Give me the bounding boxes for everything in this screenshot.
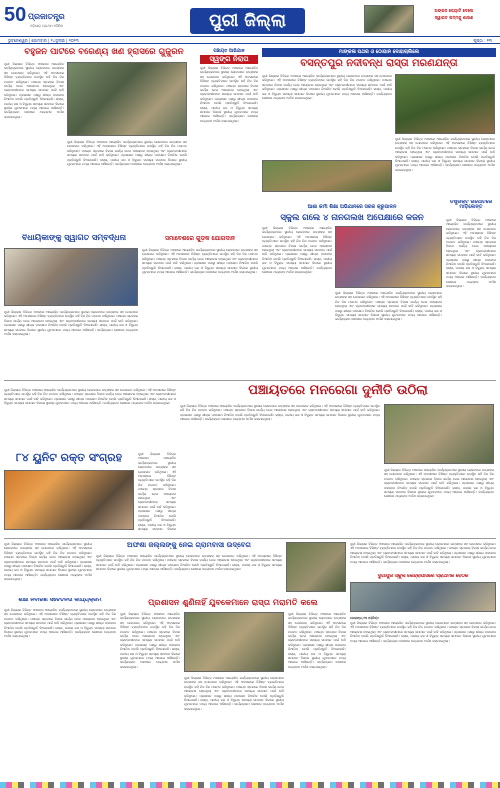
masthead xyxy=(0,0,500,40)
masthead-tagline: ଓଡ଼ିଶାର ପ୍ରଥମ ଦୈନିକ xyxy=(30,24,63,28)
story-4-text xyxy=(262,226,332,376)
story-7-headline: ସମାବେଶରେ ଗୁଡ଼ିକ ଯୋଗଦାନ xyxy=(164,236,235,242)
story-3-paragraph: ପୁରୀ ଜିଲ୍ଲାର ବିଭିନ୍ନ ଅଞ୍ଚଳରେ ଆୟୋଜିତ କାର୍ଯ୍ୟକ୍ରମରେ ସ୍ଥାନୀୟ ଲୋକମାନେ ଉତ୍ସାହର ସହ ଯୋଗଦାନ କରିଥିଲେ। ଏହି ଅବସରରେ ବିଶିଷ୍ଟ ବ୍ୟକ୍ତିମାନେ ଉପସ୍ଥିତ ରହି ନିଜ ନିଜ ମତାମତ ରଖିଥିଲେ। ପଞ୍ଚାୟତ ସ୍ତରରେ ବିକାଶ କାର୍ଯ୍ୟ ନେଇ ଆଲୋଚନା ହୋଇଥିଲା ଏବଂ ଗ୍ରାମବାସୀମାନେ ସମସ୍ୟା ସମାଧାନ ପାଇଁ ଦାବି କରିଥିଲେ। ପ୍ରଶାସନ ପକ୍ଷରୁ ଶୀଘ୍ର ପଦକ୍ଷେପ ନିଆଯିବ ବୋଲି ପ୍ରତିଶ୍ରୁତି ଦିଆଯାଇଛି। ରାସ୍ତା, ପାନୀୟ ଜଳ ଓ ବିଦ୍ୟୁତ ସମସ୍ୟା ସମାଧାନ ଦିଗରେ ସ୍ଥାନୀୟ ଯୁବକମାନେ ମଧ୍ୟ ଆଗେଇ ଆସିଛନ୍ତି। କାର୍ଯ୍ୟକ୍ରମ ଶେଷରେ ଧନ୍ୟବାଦ ଅର୍ପଣ କରାଯାଇଥିଲା। xyxy=(262,74,392,101)
story-3-text-2 xyxy=(395,137,495,197)
story-1-paragraph-2: ପୁରୀ ଜିଲ୍ଲାର ବିଭିନ୍ନ ଅଞ୍ଚଳରେ ଆୟୋଜିତ କାର୍ଯ୍ୟକ୍ରମରେ ସ୍ଥାନୀୟ ଲୋକମାନେ ଉତ୍ସାହର ସହ ଯୋଗଦାନ କରିଥିଲେ। ଏହି ଅବସରରେ ବିଶିଷ୍ଟ ବ୍ୟକ୍ତିମାନେ ଉପସ୍ଥିତ ରହି ନିଜ ନିଜ ମତାମତ ରଖିଥିଲେ। ପଞ୍ଚାୟତ ସ୍ତରରେ ବିକାଶ କାର୍ଯ୍ୟ ନେଇ ଆଲୋଚନା ହୋଇଥିଲା ଏବଂ ଗ୍ରାମବାସୀମାନେ ସମସ୍ୟା ସମାଧାନ ପାଇଁ ଦାବି କରିଥିଲେ। ପ୍ରଶାସନ ପକ୍ଷରୁ ଶୀଘ୍ର ପଦକ୍ଷେପ ନିଆଯିବ ବୋଲି ପ୍ରତିଶ୍ରୁତି ଦିଆଯାଇଛି। ରାସ୍ତା, ପାନୀୟ ଜଳ ଓ ବିଦ୍ୟୁତ ସମସ୍ୟା ସମାଧାନ ଦିଗରେ ସ୍ଥାନୀୟ ଯୁବକମାନେ ମଧ୍ୟ ଆଗେଇ ଆସିଛନ୍ତି। କାର୍ଯ୍ୟକ୍ରମ ଶେଷରେ ଧନ୍ୟବାଦ ଅର୍ପଣ କରାଯାଇଥିଲା। xyxy=(67,140,187,167)
story-13-text xyxy=(120,612,180,784)
story-4-paragraph-2: ପୁରୀ ଜିଲ୍ଲାର ବିଭିନ୍ନ ଅଞ୍ଚଳରେ ଆୟୋଜିତ କାର୍ଯ୍ୟକ୍ରମରେ ସ୍ଥାନୀୟ ଲୋକମାନେ ଉତ୍ସାହର ସହ ଯୋଗଦାନ କରିଥିଲେ। ଏହି ଅବସରରେ ବିଶିଷ୍ଟ ବ୍ୟକ୍ତିମାନେ ଉପସ୍ଥିତ ରହି ନିଜ ନିଜ ମତାମତ ରଖିଥିଲେ। ପଞ୍ଚାୟତ ସ୍ତରରେ ବିକାଶ କାର୍ଯ୍ୟ ନେଇ ଆଲୋଚନା ହୋଇଥିଲା ଏବଂ ଗ୍ରାମବାସୀମାନେ ସମସ୍ୟା ସମାଧାନ ପାଇଁ ଦାବି କରିଥିଲେ। ପ୍ରଶାସନ ପକ୍ଷରୁ ଶୀଘ୍ର ପଦକ୍ଷେପ ନିଆଯିବ ବୋଲି ପ୍ରତିଶ୍ରୁତି ଦିଆଯାଇଛି। ରାସ୍ତା, ପାନୀୟ ଜଳ ଓ ବିଦ୍ୟୁତ ସମସ୍ୟା ସମାଧାନ ଦିଗରେ ସ୍ଥାନୀୟ ଯୁବକମାନେ ମଧ୍ୟ ଆଗେଇ ଆସିଛନ୍ତି। କାର୍ଯ୍ୟକ୍ରମ ଶେଷରେ ଧନ୍ୟବାଦ ଅର୍ପଣ କରାଯାଇଥିଲା। xyxy=(335,291,442,322)
story-11-photo-2 xyxy=(350,582,496,612)
story-1-headline: ବହୁଜନ ପାର୍ଟିରେ ବରେଣ୍ୟ ଖଣି ହ୍ରାସରେ ଗୁଜୁରନ xyxy=(24,48,184,57)
story-14-paragraph: ପୁରୀ ଜିଲ୍ଲାର ବିଭିନ୍ନ ଅଞ୍ଚଳରେ ଆୟୋଜିତ କାର୍ଯ୍ୟକ୍ରମରେ ସ୍ଥାନୀୟ ଲୋକମାନେ ଉତ୍ସାହର ସହ ଯୋଗଦାନ କରିଥିଲେ। ଏହି ଅବସରରେ ବିଶିଷ୍ଟ ବ୍ୟକ୍ତିମାନେ ଉପସ୍ଥିତ ରହି ନିଜ ନିଜ ମତାମତ ରଖିଥିଲେ। ପଞ୍ଚାୟତ ସ୍ତରରେ ବିକାଶ କାର୍ଯ୍ୟ ନେଇ ଆଲୋଚନା ହୋଇଥିଲା ଏବଂ ଗ୍ରାମବାସୀମାନେ ସମସ୍ୟା ସମାଧାନ ପାଇଁ ଦାବି କରିଥିଲେ। ପ୍ରଶାସନ ପକ୍ଷରୁ ଶୀଘ୍ର ପଦକ୍ଷେପ ନିଆଯିବ ବୋଲି ପ୍ରତିଶ୍ରୁତି ଦିଆଯାଇଛି। ରାସ୍ତା, ପାନୀୟ ଜଳ ଓ ବିଦ୍ୟୁତ ସମସ୍ୟା ସମାଧାନ ଦିଗରେ ସ୍ଥାନୀୟ ଯୁବକମାନେ ମଧ୍ୟ ଆଗେଇ ଆସିଛନ୍ତି। କାର୍ଯ୍ୟକ୍ରମ ଶେଷରେ ଧନ୍ୟବାଦ ଅର୍ପଣ କରାଯାଇଥିଲା। xyxy=(350,621,496,643)
story-3-paragraph-2: ପୁରୀ ଜିଲ୍ଲାର ବିଭିନ୍ନ ଅଞ୍ଚଳରେ ଆୟୋଜିତ କାର୍ଯ୍ୟକ୍ରମରେ ସ୍ଥାନୀୟ ଲୋକମାନେ ଉତ୍ସାହର ସହ ଯୋଗଦାନ କରିଥିଲେ। ଏହି ଅବସରରେ ବିଶିଷ୍ଟ ବ୍ୟକ୍ତିମାନେ ଉପସ୍ଥିତ ରହି ନିଜ ନିଜ ମତାମତ ରଖିଥିଲେ। ପଞ୍ଚାୟତ ସ୍ତରରେ ବିକାଶ କାର୍ଯ୍ୟ ନେଇ ଆଲୋଚନା ହୋଇଥିଲା ଏବଂ ଗ୍ରାମବାସୀମାନେ ସମସ୍ୟା ସମାଧାନ ପାଇଁ ଦାବି କରିଥିଲେ। ପ୍ରଶାସନ ପକ୍ଷରୁ ଶୀଘ୍ର ପଦକ୍ଷେପ ନିଆଯିବ ବୋଲି ପ୍ରତିଶ୍ରୁତି ଦିଆଯାଇଛି। ରାସ୍ତା, ପାନୀୟ ଜଳ ଓ ବିଦ୍ୟୁତ ସମସ୍ୟା ସମାଧାନ ଦିଗରେ ସ୍ଥାନୀୟ ଯୁବକମାନେ ମଧ୍ୟ ଆଗେଇ ଆସିଛନ୍ତି। କାର୍ଯ୍ୟକ୍ରମ ଶେଷରେ ଧନ୍ୟବାଦ ଅର୍ପଣ କରାଯାଇଥିଲା। xyxy=(395,137,495,172)
story-4-headline: ସ୍କୁଲ ଗଲେ ୪ ନାନଗଲଖ ଅପେକ୍ଷାରେ କଜନ xyxy=(280,213,424,222)
paper-name: ପ୍ରଜାତନ୍ତ୍ର xyxy=(28,12,65,21)
story-6-photo xyxy=(4,248,138,306)
story-9-headline: ୮୪ ୟୁନିଟ ରକ୍ତ ସଂଗ୍ରହ xyxy=(15,452,123,464)
story-5-text xyxy=(446,218,496,378)
story-11-headline: ଦୁର୍ଗାପୁର ସ୍କୁଲ କେନ୍ଦ୍ରାପାସରେ ପ୍ରାଥମିକ ବୈଠକ xyxy=(377,574,469,579)
story-9-paragraph-2: ପୁରୀ ଜିଲ୍ଲାର ବିଭିନ୍ନ ଅଞ୍ଚଳରେ ଆୟୋଜିତ କାର୍ଯ୍ୟକ୍ରମରେ ସ୍ଥାନୀୟ ଲୋକମାନେ ଉତ୍ସାହର ସହ ଯୋଗଦାନ କରିଥିଲେ। ଏହି ଅବସରରେ ବିଶିଷ୍ଟ ବ୍ୟକ୍ତିମାନେ ଉପସ୍ଥିତ ରହି ନିଜ ନିଜ ମତାମତ ରଖିଥିଲେ। ପଞ୍ଚାୟତ ସ୍ତରରେ ବିକାଶ କାର୍ଯ୍ୟ ନେଇ ଆଲୋଚନା ହୋଇଥିଲା ଏବଂ ଗ୍ରାମବାସୀମାନେ ସମସ୍ୟା ସମାଧାନ ପାଇଁ ଦାବି କରିଥିଲେ। ପ୍ରଶାସନ ପକ୍ଷରୁ ଶୀଘ୍ର ପଦକ୍ଷେପ ନିଆଯିବ ବୋଲି ପ୍ରତିଶ୍ରୁତି ଦିଆଯାଇଛି। ରାସ୍ତା, ପାନୀୟ ଜଳ ଓ ବିଦ୍ୟୁତ ସମସ୍ୟା ସମାଧାନ ଦିଗରେ xyxy=(138,452,176,531)
story-8-paragraph: ପୁରୀ ଜିଲ୍ଲାର ବିଭିନ୍ନ ଅଞ୍ଚଳରେ ଆୟୋଜିତ କାର୍ଯ୍ୟକ୍ରମରେ ସ୍ଥାନୀୟ ଲୋକମାନେ ଉତ୍ସାହର ସହ ଯୋଗଦାନ କରିଥିଲେ। ଏହି ଅବସରରେ ବିଶିଷ୍ଟ ବ୍ୟକ୍ତିମାନେ ଉପସ୍ଥିତ ରହି ନିଜ ନିଜ ମତାମତ ରଖିଥିଲେ। ପଞ୍ଚାୟତ ସ୍ତରରେ ବିକାଶ କାର୍ଯ୍ୟ ନେଇ ଆଲୋଚନା ହୋଇଥିଲା ଏବଂ ଗ୍ରାମବାସୀମାନେ ସମସ୍ୟା ସମାଧାନ ପାଇଁ ଦାବି କରିଥିଲେ। ପ୍ରଶାସନ ପକ୍ଷରୁ ଶୀଘ୍ର ପଦକ୍ଷେପ ନିଆଯିବ ବୋଲି ପ୍ରତିଶ୍ରୁତି ଦିଆଯାଇଛି। ରାସ୍ତା, ପାନୀୟ ଜଳ ଓ ବିଦ୍ୟୁତ ସମସ୍ୟା ସମାଧାନ ଦିଗରେ ସ୍ଥାନୀୟ ଯୁବକମାନେ ମଧ୍ୟ ଆଗେଇ ଆସିଛନ୍ତି। କାର୍ଯ୍ୟକ୍ରମ ଶେଷରେ ଧନ୍ୟବାଦ ଅର୍ପଣ କରାଯାଇଥିଲା। xyxy=(180,404,380,422)
story-3-headline: ବସନ୍ତପୁର ନଦୀବନ୍ଧ ରାସ୍ତା ମରଣଯନ୍ତା xyxy=(300,59,458,69)
registration-strip xyxy=(0,782,500,788)
story-9-text-top xyxy=(4,388,176,448)
story-2-headline: ସ୍ୱଙ୍ଗ ନିରାପ xyxy=(200,55,258,64)
story-13-photo xyxy=(184,612,284,672)
story-8-headline: ପଞ୍ଚାୟତରେ ମନରେଗା ଦୁର୍ନୀତି ଉଠିଲା xyxy=(248,384,428,398)
page-label: ପୃଷ୍ଠା : ୧୩ xyxy=(473,38,492,43)
story-4-kicker: ଆଶା କର୍ମୀ ଶିକ୍ଷା ଅଭିଯାନରେ ସରକ କ୍ରୁପାଳନ xyxy=(307,204,397,210)
story-4-text-2 xyxy=(335,291,442,376)
story-4-photo xyxy=(335,226,442,288)
story-6-headline: ବିଧାୟିକାଙ୍କୁ ସ୍ୱାଗତ ସମ୍ବର୍ଦ୍ଧନା xyxy=(21,234,127,242)
story-2-text xyxy=(200,66,258,226)
story-6-paragraph: ପୁରୀ ଜିଲ୍ଲାର ବିଭିନ୍ନ ଅଞ୍ଚଳରେ ଆୟୋଜିତ କାର୍ଯ୍ୟକ୍ରମରେ ସ୍ଥାନୀୟ ଲୋକମାନେ ଉତ୍ସାହର ସହ ଯୋଗଦାନ କରିଥିଲେ। ଏହି ଅବସରରେ ବିଶିଷ୍ଟ ବ୍ୟକ୍ତିମାନେ ଉପସ୍ଥିତ ରହି ନିଜ ନିଜ ମତାମତ ରଖିଥିଲେ। ପଞ୍ଚାୟତ ସ୍ତରରେ ବିକାଶ କାର୍ଯ୍ୟ ନେଇ ଆଲୋଚନା ହୋଇଥିଲା ଏବଂ ଗ୍ରାମବାସୀମାନେ ସମସ୍ୟା ସମାଧାନ ପାଇଁ ଦାବି କରିଥିଲେ। ପ୍ରଶାସନ ପକ୍ଷରୁ ଶୀଘ୍ର ପଦକ୍ଷେପ ନିଆଯିବ ବୋଲି ପ୍ରତିଶ୍ରୁତି ଦିଆଯାଇଛି। ରାସ୍ତା, ପାନୀୟ ଜଳ ଓ ବିଦ୍ୟୁତ ସମସ୍ୟା ସମାଧାନ ଦିଗରେ ସ୍ଥାନୀୟ ଯୁବକମାନେ ମଧ୍ୟ ଆଗେଇ ଆସିଛନ୍ତି। କାର୍ଯ୍ୟକ୍ରମ ଶେଷରେ ଧନ୍ୟବାଦ ଅର୍ପଣ କରାଯାଇଥିଲା। xyxy=(4,310,138,337)
dateline: ଭୁବନେଶ୍ୱର | ସୋମବାର | ୨୪ଜୁଲାଇ | ୨୦୨୩ xyxy=(8,38,79,43)
story-4-paragraph: ପୁରୀ ଜିଲ୍ଲାର ବିଭିନ୍ନ ଅଞ୍ଚଳରେ ଆୟୋଜିତ କାର୍ଯ୍ୟକ୍ରମରେ ସ୍ଥାନୀୟ ଲୋକମାନେ ଉତ୍ସାହର ସହ ଯୋଗଦାନ କରିଥିଲେ। ଏହି ଅବସରରେ ବିଶିଷ୍ଟ ବ୍ୟକ୍ତିମାନେ ଉପସ୍ଥିତ ରହି ନିଜ ନିଜ ମତାମତ ରଖିଥିଲେ। ପଞ୍ଚାୟତ ସ୍ତରରେ ବିକାଶ କାର୍ଯ୍ୟ ନେଇ ଆଲୋଚନା ହୋଇଥିଲା ଏବଂ ଗ୍ରାମବାସୀମାନେ ସମସ୍ୟା ସମାଧାନ ପାଇଁ ଦାବି କରିଥିଲେ। ପ୍ରଶାସନ ପକ୍ଷରୁ ଶୀଘ୍ର ପଦକ୍ଷେପ ନିଆଯିବ ବୋଲି ପ୍ରତିଶ୍ରୁତି ଦିଆଯାଇଛି। ରାସ୍ତା, ପାନୀୟ ଜଳ ଓ ବିଦ୍ୟୁତ ସମସ୍ୟା ସମାଧାନ ଦିଗରେ ସ୍ଥାନୀୟ ଯୁବକମାନେ ମଧ୍ୟ ଆଗେଇ ଆସିଛନ୍ତି। କାର୍ଯ୍ୟକ୍ରମ ଶେଷରେ ଧନ୍ୟବାଦ ଅର୍ପଣ କରାଯାଇଥିଲା। xyxy=(262,226,332,275)
divider xyxy=(4,380,496,381)
story-7-paragraph: ପୁରୀ ଜିଲ୍ଲାର ବିଭିନ୍ନ ଅଞ୍ଚଳରେ ଆୟୋଜିତ କାର୍ଯ୍ୟକ୍ରମରେ ସ୍ଥାନୀୟ ଲୋକମାନେ ଉତ୍ସାହର ସହ ଯୋଗଦାନ କରିଥିଲେ। ଏହି ଅବସରରେ ବିଶିଷ୍ଟ ବ୍ୟକ୍ତିମାନେ ଉପସ୍ଥିତ ରହି ନିଜ ନିଜ ମତାମତ ରଖିଥିଲେ। ପଞ୍ଚାୟତ ସ୍ତରରେ ବିକାଶ କାର୍ଯ୍ୟ ନେଇ ଆଲୋଚନା ହୋଇଥିଲା ଏବଂ ଗ୍ରାମବାସୀମାନେ ସମସ୍ୟା ସମାଧାନ ପାଇଁ ଦାବି କରିଥିଲେ। ପ୍ରଶାସନ ପକ୍ଷରୁ ଶୀଘ୍ର ପଦକ୍ଷେପ ନିଆଯିବ ବୋଲି ପ୍ରତିଶ୍ରୁତି ଦିଆଯାଇଛି। ରାସ୍ତା, ପାନୀୟ ଜଳ ଓ ବିଦ୍ୟୁତ ସମସ୍ୟା ସମାଧାନ ଦିଗରେ ସ୍ଥାନୀୟ ଯୁବକମାନେ ମଧ୍ୟ ଆଗେଇ ଆସିଛନ୍ତି। କାର୍ଯ୍ୟକ୍ରମ ଶେଷରେ ଧନ୍ୟବାଦ ଅର୍ପଣ କରାଯାଇଥିଲା। xyxy=(142,248,258,275)
story-2-paragraph: ପୁରୀ ଜିଲ୍ଲାର ବିଭିନ୍ନ ଅଞ୍ଚଳରେ ଆୟୋଜିତ କାର୍ଯ୍ୟକ୍ରମରେ ସ୍ଥାନୀୟ ଲୋକମାନେ ଉତ୍ସାହର ସହ ଯୋଗଦାନ କରିଥିଲେ। ଏହି ଅବସରରେ ବିଶିଷ୍ଟ ବ୍ୟକ୍ତିମାନେ ଉପସ୍ଥିତ ରହି ନିଜ ନିଜ ମତାମତ ରଖିଥିଲେ। ପଞ୍ଚାୟତ ସ୍ତରରେ ବିକାଶ କାର୍ଯ୍ୟ ନେଇ ଆଲୋଚନା ହୋଇଥିଲା ଏବଂ ଗ୍ରାମବାସୀମାନେ ସମସ୍ୟା ସମାଧାନ ପାଇଁ ଦାବି କରିଥିଲେ। ପ୍ରଶାସନ ପକ୍ଷରୁ ଶୀଘ୍ର ପଦକ୍ଷେପ ନିଆଯିବ ବୋଲି ପ୍ରତିଶ୍ରୁତି ଦିଆଯାଇଛି। ରାସ୍ତା, ପାନୀୟ ଜଳ ଓ ବିଦ୍ୟୁତ ସମସ୍ୟା ସମାଧାନ ଦିଗରେ ସ୍ଥାନୀୟ ଯୁବକମାନେ ମଧ୍ୟ ଆଗେଇ ଆସିଛନ୍ତି। କାର୍ଯ୍ୟକ୍ରମ ଶେଷରେ ଧନ୍ୟବାଦ ଅର୍ପଣ କରାଯାଇଥିଲା। xyxy=(200,66,258,123)
story-11-paragraph: ପୁରୀ ଜିଲ୍ଲାର ବିଭିନ୍ନ ଅଞ୍ଚଳରେ ଆୟୋଜିତ କାର୍ଯ୍ୟକ୍ରମରେ ସ୍ଥାନୀୟ ଲୋକମାନେ ଉତ୍ସାହର ସହ ଯୋଗଦାନ କରିଥିଲେ। ଏହି ଅବସରରେ ବିଶିଷ୍ଟ ବ୍ୟକ୍ତିମାନେ ଉପସ୍ଥିତ ରହି ନିଜ ନିଜ ମତାମତ ରଖିଥିଲେ। ପଞ୍ଚାୟତ ସ୍ତରରେ ବିକାଶ କାର୍ଯ୍ୟ ନେଇ ଆଲୋଚନା ହୋଇଥିଲା ଏବଂ ଗ୍ରାମବାସୀମାନେ ସମସ୍ୟା ସମାଧାନ ପାଇଁ ଦାବି କରିଥିଲେ। ପ୍ରଶାସନ ପକ୍ଷରୁ ଶୀଘ୍ର ପଦକ୍ଷେପ ନିଆଯିବ ବୋଲି ପ୍ରତିଶ୍ରୁତି ଦିଆଯାଇଛି। ରାସ୍ତା, ପାନୀୟ ଜଳ ଓ ବିଦ୍ୟୁତ ସମସ୍ୟା ସମାଧାନ ଦିଗରେ ସ୍ଥାନୀୟ ଯୁବକମାନେ ମଧ୍ୟ ଆଗେଇ ଆସିଛନ୍ତି। କାର୍ଯ୍ୟକ୍ରମ ଶେଷରେ ଧନ୍ୟବାଦ ଅର୍ପଣ କରାଯାଇଥିଲା। xyxy=(4,542,92,582)
story-13-text-3 xyxy=(288,612,346,784)
story-13-headline: ପ୍ରଶାସନ ଶୁଣିନାହିଁ ଯୁବକେମାନେ ରାସ୍ତା ମରାମତି କଲେ xyxy=(148,598,318,607)
story-12-text xyxy=(4,608,116,784)
story-13-paragraph: ପୁରୀ ଜିଲ୍ଲାର ବିଭିନ୍ନ ଅଞ୍ଚଳରେ ଆୟୋଜିତ କାର୍ଯ୍ୟକ୍ରମରେ ସ୍ଥାନୀୟ ଲୋକମାନେ ଉତ୍ସାହର ସହ ଯୋଗଦାନ କରିଥିଲେ। ଏହି ଅବସରରେ ବିଶିଷ୍ଟ ବ୍ୟକ୍ତିମାନେ ଉପସ୍ଥିତ ରହି ନିଜ ନିଜ ମତାମତ ରଖିଥିଲେ। ପଞ୍ଚାୟତ ସ୍ତରରେ ବିକାଶ କାର୍ଯ୍ୟ ନେଇ ଆଲୋଚନା ହୋଇଥିଲା ଏବଂ ଗ୍ରାମବାସୀମାନେ ସମସ୍ୟା ସମାଧାନ ପାଇଁ ଦାବି କରିଥିଲେ। ପ୍ରଶାସନ ପକ୍ଷରୁ ଶୀଘ୍ର ପଦକ୍ଷେପ ନିଆଯିବ ବୋଲି ପ୍ରତିଶ୍ରୁତି ଦିଆଯାଇଛି। ରାସ୍ତା, ପାନୀୟ ଜଳ ଓ ବିଦ୍ୟୁତ ସମସ୍ୟା ସମାଧାନ ଦିଗରେ ସ୍ଥାନୀୟ ଯୁବକମାନେ ମଧ୍ୟ ଆଗେଇ ଆସିଛନ୍ତି। କାର୍ଯ୍ୟକ୍ରମ ଶେଷରେ ଧନ୍ୟବାଦ ଅର୍ପଣ କରାଯାଇଥିଲା। xyxy=(120,612,180,669)
dateline-bar xyxy=(0,36,500,44)
story-1-photo xyxy=(67,62,187,136)
story-8-text-2 xyxy=(384,468,494,536)
promo-line-2: ସ୍ୱାଗତ ପଦ୍ମକୁ ଶାରଣ xyxy=(434,15,474,20)
story-2-kicker: ପଞ୍ଚାୟତ ଆଭିଯାନ xyxy=(213,49,245,54)
story-8-text xyxy=(180,404,380,534)
promo-photo xyxy=(364,5,414,33)
story-1-text-left xyxy=(4,62,64,222)
story-11-paragraph-2: ପୁରୀ ଜିଲ୍ଲାର ବିଭିନ୍ନ ଅଞ୍ଚଳରେ ଆୟୋଜିତ କାର୍ଯ୍ୟକ୍ରମରେ ସ୍ଥାନୀୟ ଲୋକମାନେ ଉତ୍ସାହର ସହ ଯୋଗଦାନ କରିଥିଲେ। ଏହି ଅବସରରେ ବିଶିଷ୍ଟ ବ୍ୟକ୍ତିମାନେ ଉପସ୍ଥିତ ରହି ନିଜ ନିଜ ମତାମତ ରଖିଥିଲେ। ପଞ୍ଚାୟତ ସ୍ତରରେ ବିକାଶ କାର୍ଯ୍ୟ ନେଇ ଆଲୋଚନା ହୋଇଥିଲା ଏବଂ ଗ୍ରାମବାସୀମାନେ ସମସ୍ୟା ସମାଧାନ ପାଇଁ ଦାବି କରିଥିଲେ। ପ୍ରଶାସନ ପକ୍ଷରୁ ଶୀଘ୍ର ପଦକ୍ଷେପ ନିଆଯିବ ବୋଲି ପ୍ରତିଶ୍ରୁତି ଦିଆଯାଇଛି। ରାସ୍ତା, ପାନୀୟ ଜଳ ଓ ବିଦ୍ୟୁତ ସମସ୍ୟା ସମାଧାନ ଦିଗରେ ସ୍ଥାନୀୟ ଯୁବକମାନେ ମଧ୍ୟ ଆଗେଇ ଆସିଛନ୍ତି। କାର୍ଯ୍ୟକ୍ରମ ଶେଷରେ ଧନ୍ୟବାଦ ଅର୍ପଣ କରାଯାଇଥିଲା। xyxy=(350,542,496,564)
story-3-kicker-text: ମାଙ୍କଳା ପଥର ଓ ଠୋପାନ ଦୋହାଚାଲିଲେ xyxy=(338,49,420,55)
story-5-headline: ଡିଷ୍ଟ୍ରିକ୍ଟ ରିପୋର୍ଟରେ ମାଡ଼ିଲେନ୍ତ xyxy=(449,200,493,211)
story-11-photo xyxy=(286,542,346,592)
story-9-text-side xyxy=(138,452,176,532)
story-9-photo xyxy=(4,470,134,530)
story-3-photo-1 xyxy=(395,74,495,134)
promo-box xyxy=(418,8,490,28)
story-6-text xyxy=(4,310,138,376)
divider-2 xyxy=(4,538,496,539)
story-9-paragraph: ପୁରୀ ଜିଲ୍ଲାର ବିଭିନ୍ନ ଅଞ୍ଚଳରେ ଆୟୋଜିତ କାର୍ଯ୍ୟକ୍ରମରେ ସ୍ଥାନୀୟ ଲୋକମାନେ ଉତ୍ସାହର ସହ ଯୋଗଦାନ କରିଥିଲେ। ଏହି ଅବସରରେ ବିଶିଷ୍ଟ ବ୍ୟକ୍ତିମାନେ ଉପସ୍ଥିତ ରହି ନିଜ ନିଜ ମତାମତ ରଖିଥିଲେ। ପଞ୍ଚାୟତ ସ୍ତରରେ ବିକାଶ କାର୍ଯ୍ୟ ନେଇ ଆଲୋଚନା ହୋଇଥିଲା ଏବଂ ଗ୍ରାମବାସୀମାନେ ସମସ୍ୟା ସମାଧାନ ପାଇଁ ଦାବି କରିଥିଲେ। ପ୍ରଶାସନ ପକ୍ଷରୁ ଶୀଘ୍ର ପଦକ୍ଷେପ ନିଆଯିବ ବୋଲି ପ୍ରତିଶ୍ରୁତି ଦିଆଯାଇଛି। ରାସ୍ତା, ପାନୀୟ ଜଳ ଓ ବିଦ୍ୟୁତ ସମସ୍ୟା ସମାଧାନ ଦିଗରେ ସ୍ଥାନୀୟ ଯୁବକମାନେ ମଧ୍ୟ ଆଗେଇ ଆସିଛନ୍ତି। କାର୍ଯ୍ୟକ୍ରମ ଶେଷରେ ଧନ୍ୟବାଦ ଅର୍ପଣ କରାଯାଇଥିଲା। xyxy=(4,388,176,406)
section-title-banner xyxy=(190,8,305,34)
story-14-dateline: ଡେଲାଙ୍ଗ,୨୩।୭(ନିସ): xyxy=(350,616,380,620)
story-10-text xyxy=(96,554,282,594)
story-11-text-left xyxy=(4,542,92,592)
logo-number: 50 xyxy=(4,4,27,26)
story-10-headline: ଅଫଶା ଜଲ୍ଲଙ୍କୁ ନେଇ ଗ୍ରାମବାସୀ ଉଦ୍ବେଗ xyxy=(127,542,251,549)
story-1-paragraph: ପୁରୀ ଜିଲ୍ଲାର ବିଭିନ୍ନ ଅଞ୍ଚଳରେ ଆୟୋଜିତ କାର୍ଯ୍ୟକ୍ରମରେ ସ୍ଥାନୀୟ ଲୋକମାନେ ଉତ୍ସାହର ସହ ଯୋଗଦାନ କରିଥିଲେ। ଏହି ଅବସରରେ ବିଶିଷ୍ଟ ବ୍ୟକ୍ତିମାନେ ଉପସ୍ଥିତ ରହି ନିଜ ନିଜ ମତାମତ ରଖିଥିଲେ। ପଞ୍ଚାୟତ ସ୍ତରରେ ବିକାଶ କାର୍ଯ୍ୟ ନେଇ ଆଲୋଚନା ହୋଇଥିଲା ଏବଂ ଗ୍ରାମବାସୀମାନେ ସମସ୍ୟା ସମାଧାନ ପାଇଁ ଦାବି କରିଥିଲେ। ପ୍ରଶାସନ ପକ୍ଷରୁ ଶୀଘ୍ର ପଦକ୍ଷେପ ନିଆଯିବ ବୋଲି ପ୍ରତିଶ୍ରୁତି ଦିଆଯାଇଛି। ରାସ୍ତା, ପାନୀୟ ଜଳ ଓ ବିଦ୍ୟୁତ ସମସ୍ୟା ସମାଧାନ ଦିଗରେ ସ୍ଥାନୀୟ ଯୁବକମାନେ ମଧ୍ୟ ଆଗେଇ ଆସିଛନ୍ତି। କାର୍ଯ୍ୟକ୍ରମ ଶେଷରେ ଧନ୍ୟବାଦ ଅର୍ପଣ କରାଯାଇଥିଲା। xyxy=(4,62,64,119)
story-10-paragraph: ପୁରୀ ଜିଲ୍ଲାର ବିଭିନ୍ନ ଅଞ୍ଚଳରେ ଆୟୋଜିତ କାର୍ଯ୍ୟକ୍ରମରେ ସ୍ଥାନୀୟ ଲୋକମାନେ ଉତ୍ସାହର ସହ ଯୋଗଦାନ କରିଥିଲେ। ଏହି ଅବସରରେ ବିଶିଷ୍ଟ ବ୍ୟକ୍ତିମାନେ ଉପସ୍ଥିତ ରହି ନିଜ ନିଜ ମତାମତ ରଖିଥିଲେ। ପଞ୍ଚାୟତ ସ୍ତରରେ ବିକାଶ କାର୍ଯ୍ୟ ନେଇ ଆଲୋଚନା ହୋଇଥିଲା ଏବଂ ଗ୍ରାମବାସୀମାନେ ସମସ୍ୟା ସମାଧାନ ପାଇଁ ଦାବି କରିଥିଲେ। ପ୍ରଶାସନ ପକ୍ଷରୁ ଶୀଘ୍ର ପଦକ୍ଷେପ ନିଆଯିବ ବୋଲି ପ୍ରତିଶ୍ରୁତି ଦିଆଯାଇଛି। ରାସ୍ତା, ପାନୀୟ ଜଳ ଓ ବିଦ୍ୟୁତ ସମସ୍ୟା ସମାଧାନ ଦିଗରେ ସ୍ଥାନୀୟ ଯୁବକମାନେ ମଧ୍ୟ ଆଗେଇ ଆସିଛନ୍ତି। କାର୍ଯ୍ୟକ୍ରମ ଶେଷରେ ଧନ୍ୟବାଦ ଅର୍ପଣ କରାଯାଇଥିଲା। xyxy=(96,554,282,572)
story-11-text xyxy=(350,542,496,570)
story-5-paragraph: ପୁରୀ ଜିଲ୍ଲାର ବିଭିନ୍ନ ଅଞ୍ଚଳରେ ଆୟୋଜିତ କାର୍ଯ୍ୟକ୍ରମରେ ସ୍ଥାନୀୟ ଲୋକମାନେ ଉତ୍ସାହର ସହ ଯୋଗଦାନ କରିଥିଲେ। ଏହି ଅବସରରେ ବିଶିଷ୍ଟ ବ୍ୟକ୍ତିମାନେ ଉପସ୍ଥିତ ରହି ନିଜ ନିଜ ମତାମତ ରଖିଥିଲେ। ପଞ୍ଚାୟତ ସ୍ତରରେ ବିକାଶ କାର୍ଯ୍ୟ ନେଇ ଆଲୋଚନା ହୋଇଥିଲା ଏବଂ ଗ୍ରାମବାସୀମାନେ ସମସ୍ୟା ସମାଧାନ ପାଇଁ ଦାବି କରିଥିଲେ। ପ୍ରଶାସନ ପକ୍ଷରୁ ଶୀଘ୍ର ପଦକ୍ଷେପ ନିଆଯିବ ବୋଲି ପ୍ରତିଶ୍ରୁତି ଦିଆଯାଇଛି। ରାସ୍ତା, ପାନୀୟ ଜଳ ଓ ବିଦ୍ୟୁତ ସମସ୍ୟା ସମାଧାନ ଦିଗରେ ସ୍ଥାନୀୟ ଯୁବକମାନେ ମଧ୍ୟ ଆଗେଇ ଆସିଛନ୍ତି। କାର୍ଯ୍ୟକ୍ରମ ଶେଷରେ ଧନ୍ୟବାଦ ଅର୍ପଣ କରାଯାଇଥିଲା। xyxy=(446,218,496,289)
story-13-text-2 xyxy=(184,676,284,784)
story-12-headline: ଶିକ୍ଷା ନିବାରଣ ସଚେତନତା କାର୍ଯ୍ୟକ୍ରମ xyxy=(18,598,102,603)
section-title: ପୁରୀ ଜିଲ୍ଲା xyxy=(209,11,286,31)
story-3-kicker xyxy=(262,48,496,57)
story-13-paragraph-2: ପୁରୀ ଜିଲ୍ଲାର ବିଭିନ୍ନ ଅଞ୍ଚଳରେ ଆୟୋଜିତ କାର୍ଯ୍ୟକ୍ରମରେ ସ୍ଥାନୀୟ ଲୋକମାନେ ଉତ୍ସାହର ସହ ଯୋଗଦାନ କରିଥିଲେ। ଏହି ଅବସରରେ ବିଶିଷ୍ଟ ବ୍ୟକ୍ତିମାନେ ଉପସ୍ଥିତ ରହି ନିଜ ନିଜ ମତାମତ ରଖିଥିଲେ। ପଞ୍ଚାୟତ ସ୍ତରରେ ବିକାଶ କାର୍ଯ୍ୟ ନେଇ ଆଲୋଚନା ହୋଇଥିଲା ଏବଂ ଗ୍ରାମବାସୀମାନେ ସମସ୍ୟା ସମାଧାନ ପାଇଁ ଦାବି କରିଥିଲେ। ପ୍ରଶାସନ ପକ୍ଷରୁ ଶୀଘ୍ର ପଦକ୍ଷେପ ନିଆଯିବ ବୋଲି ପ୍ରତିଶ୍ରୁତି ଦିଆଯାଇଛି। ରାସ୍ତା, ପାନୀୟ ଜଳ ଓ ବିଦ୍ୟୁତ ସମସ୍ୟା ସମାଧାନ ଦିଗରେ ସ୍ଥାନୀୟ ଯୁବକମାନେ ମଧ୍ୟ ଆଗେଇ ଆସିଛନ୍ତି। କାର୍ଯ୍ୟକ୍ରମ ଶେଷରେ ଧନ୍ୟବାଦ ଅର୍ପଣ କରାଯାଇଥିଲା। xyxy=(184,676,284,711)
story-14-text xyxy=(350,616,496,784)
story-1-text-mid xyxy=(67,140,187,218)
story-7-text xyxy=(142,248,258,376)
story-13-paragraph-3: ପୁରୀ ଜିଲ୍ଲାର ବିଭିନ୍ନ ଅଞ୍ଚଳରେ ଆୟୋଜିତ କାର୍ଯ୍ୟକ୍ରମରେ ସ୍ଥାନୀୟ ଲୋକମାନେ ଉତ୍ସାହର ସହ ଯୋଗଦାନ କରିଥିଲେ। ଏହି ଅବସରରେ ବିଶିଷ୍ଟ ବ୍ୟକ୍ତିମାନେ ଉପସ୍ଥିତ ରହି ନିଜ ନିଜ ମତାମତ ରଖିଥିଲେ। ପଞ୍ଚାୟତ ସ୍ତରରେ ବିକାଶ କାର୍ଯ୍ୟ ନେଇ ଆଲୋଚନା ହୋଇଥିଲା ଏବଂ ଗ୍ରାମବାସୀମାନେ ସମସ୍ୟା ସମାଧାନ ପାଇଁ ଦାବି କରିଥିଲେ। ପ୍ରଶାସନ ପକ୍ଷରୁ ଶୀଘ୍ର ପଦକ୍ଷେପ ନିଆଯିବ ବୋଲି ପ୍ରତିଶ୍ରୁତି ଦିଆଯାଇଛି। ରାସ୍ତା, ପାନୀୟ ଜଳ ଓ ବିଦ୍ୟୁତ ସମସ୍ୟା ସମାଧାନ ଦିଗରେ ସ୍ଥାନୀୟ ଯୁବକମାନେ ମଧ୍ୟ ଆଗେଇ ଆସିଛନ୍ତି। କାର୍ଯ୍ୟକ୍ରମ ଶେଷରେ ଧନ୍ୟବାଦ ଅର୍ପଣ କରାଯାଇଥିଲା। xyxy=(288,612,346,669)
story-3-photo-2 xyxy=(262,160,392,192)
promo-line-1: ଅଙ୍ଗନ ଜ୍ୟୋତି ଦେଲେ xyxy=(434,8,474,13)
story-8-photo xyxy=(384,404,494,464)
story-8-paragraph-2: ପୁରୀ ଜିଲ୍ଲାର ବିଭିନ୍ନ ଅଞ୍ଚଳରେ ଆୟୋଜିତ କାର୍ଯ୍ୟକ୍ରମରେ ସ୍ଥାନୀୟ ଲୋକମାନେ ଉତ୍ସାହର ସହ ଯୋଗଦାନ କରିଥିଲେ। ଏହି ଅବସରରେ ବିଶିଷ୍ଟ ବ୍ୟକ୍ତିମାନେ ଉପସ୍ଥିତ ରହି ନିଜ ନିଜ ମତାମତ ରଖିଥିଲେ। ପଞ୍ଚାୟତ ସ୍ତରରେ ବିକାଶ କାର୍ଯ୍ୟ ନେଇ ଆଲୋଚନା ହୋଇଥିଲା ଏବଂ ଗ୍ରାମବାସୀମାନେ ସମସ୍ୟା ସମାଧାନ ପାଇଁ ଦାବି କରିଥିଲେ। ପ୍ରଶାସନ ପକ୍ଷରୁ ଶୀଘ୍ର ପଦକ୍ଷେପ ନିଆଯିବ ବୋଲି ପ୍ରତିଶ୍ରୁତି ଦିଆଯାଇଛି। ରାସ୍ତା, ପାନୀୟ ଜଳ ଓ ବିଦ୍ୟୁତ ସମସ୍ୟା ସମାଧାନ ଦିଗରେ ସ୍ଥାନୀୟ ଯୁବକମାନେ ମଧ୍ୟ ଆଗେଇ ଆସିଛନ୍ତି। କାର୍ଯ୍ୟକ୍ରମ ଶେଷରେ ଧନ୍ୟବାଦ ଅର୍ପଣ କରାଯାଇଥିଲା। xyxy=(384,468,494,499)
story-12-paragraph: ପୁରୀ ଜିଲ୍ଲାର ବିଭିନ୍ନ ଅଞ୍ଚଳରେ ଆୟୋଜିତ କାର୍ଯ୍ୟକ୍ରମରେ ସ୍ଥାନୀୟ ଲୋକମାନେ ଉତ୍ସାହର ସହ ଯୋଗଦାନ କରିଥିଲେ। ଏହି ଅବସରରେ ବିଶିଷ୍ଟ ବ୍ୟକ୍ତିମାନେ ଉପସ୍ଥିତ ରହି ନିଜ ନିଜ ମତାମତ ରଖିଥିଲେ। ପଞ୍ଚାୟତ ସ୍ତରରେ ବିକାଶ କାର୍ଯ୍ୟ ନେଇ ଆଲୋଚନା ହୋଇଥିଲା ଏବଂ ଗ୍ରାମବାସୀମାନେ ସମସ୍ୟା ସମାଧାନ ପାଇଁ ଦାବି କରିଥିଲେ। ପ୍ରଶାସନ ପକ୍ଷରୁ ଶୀଘ୍ର ପଦକ୍ଷେପ ନିଆଯିବ ବୋଲି ପ୍ରତିଶ୍ରୁତି ଦିଆଯାଇଛି। ରାସ୍ତା, ପାନୀୟ ଜଳ ଓ ବିଦ୍ୟୁତ ସମସ୍ୟା ସମାଧାନ ଦିଗରେ ସ୍ଥାନୀୟ ଯୁବକମାନେ ମଧ୍ୟ ଆଗେଇ ଆସିଛନ୍ତି। କାର୍ଯ୍ୟକ୍ରମ ଶେଷରେ ଧନ୍ୟବାଦ ଅର୍ପଣ କରାଯାଇଥିଲା। xyxy=(4,608,116,639)
